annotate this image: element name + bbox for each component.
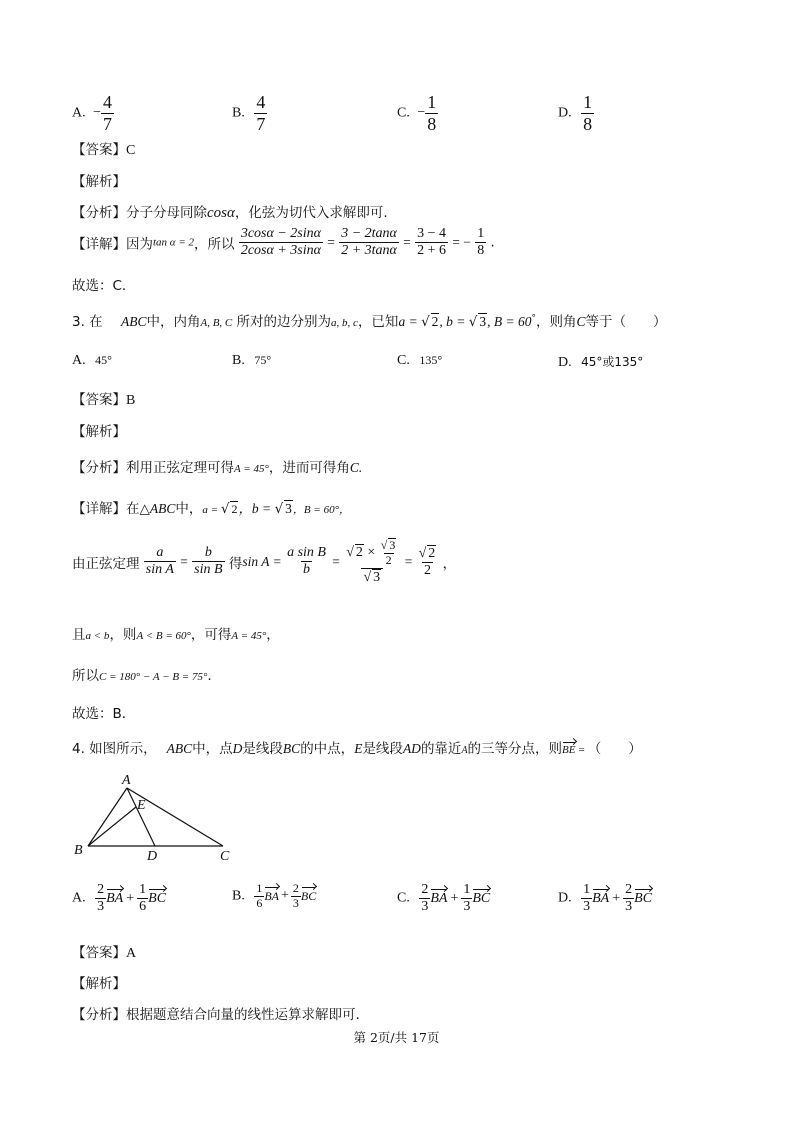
- label-a: A: [122, 773, 131, 788]
- q4-option-c: C. $\frac{2}{3}$ BA + $\frac{1}{3}$ BC: [397, 882, 491, 915]
- q3-sine-law: 由正弦定理 $\frac{a}{\text{sin A}}$ = $\frac{b}{\text{sin B}}$ 得sin A = $\frac{\text{a sin B}}{b}$ = √ 2 × $\frac{√ 3}{2}$ √ 3 = $\frac{√ 2}{2}$ ，: [72, 538, 457, 585]
- q4-analysis-heading: 【解析】: [72, 976, 126, 992]
- q3-detail: 【详解】在△ABC中，a = √ 2，b = √ 3，B = 60°，: [72, 501, 350, 517]
- q3-answer: 【答案】B: [72, 392, 136, 408]
- q2-choose: 故选：C．: [72, 278, 136, 294]
- q3-line-compare: 且a < b，则A < B = 60°，可得A = 45°，: [72, 627, 280, 643]
- q3-choose: 故选：B．: [72, 706, 136, 722]
- label-b: B: [74, 843, 83, 858]
- q4-answer: 【答案】A: [72, 945, 137, 961]
- q4-stem: 4. 如图所示， ABC中，点D是线段BC的中点，E是线段AD的靠近A的三等分点，则BE = （ ）: [72, 741, 642, 757]
- label-c: C: [220, 849, 230, 864]
- q3-line-result: 所以C = 180° − A − B = 75°.: [72, 668, 212, 684]
- q4-option-d: D. $\frac{1}{3}$ BA + $\frac{2}{3}$ BC: [558, 882, 653, 915]
- page-footer: 第 2页/共 17页: [353, 1030, 440, 1045]
- q3-option-c: C. 135°: [397, 353, 443, 368]
- label-d: D: [147, 849, 158, 864]
- q2-option-d: D. $\frac{1}{8}$: [558, 92, 593, 134]
- q2-answer: 【答案】C: [72, 142, 136, 158]
- q3-analysis-heading: 【解析】: [72, 424, 126, 440]
- segment-be: [88, 807, 136, 846]
- q2-detail: 【详解】因为tan α = 2，所以 $\frac{3\cos\alpha - 2\sin\alpha}{2\cos\alpha + 3\sin\alpha}$ = $\frac{3 - 2\tan\alpha}{2 + 3\tan\alpha}$ = $\frac{3 - 4}{2 + 6}$ = − $\frac{1}{8}$ .: [72, 226, 495, 259]
- q3-stem: 3. 在 ABC中，内角A, B, C 所对的边分别为a, b, c，已知a = √ 2, b = √ 3, B = 60°，则角C等于（ ）: [72, 313, 667, 330]
- q2-option-a: A. − $\frac{4}{7}$: [72, 92, 113, 134]
- side-ab: [88, 788, 127, 846]
- q2-fenxi: 【分析】分子分母同除cosα，化弦为切代入求解即可.: [72, 205, 388, 221]
- q2-option-c: C. − $\frac{1}{8}$: [397, 92, 437, 134]
- q3-option-a: A. 45°: [72, 353, 112, 368]
- q4-option-b: B. $\frac{1}{6}$ BA + $\frac{2}{3}$ BC: [232, 881, 317, 910]
- q4-fenxi: 【分析】根据题意结合向量的线性运算求解即可.: [72, 1007, 360, 1023]
- q2-analysis-heading: 【解析】: [72, 174, 126, 190]
- q3-option-b: B. 75°: [232, 353, 272, 368]
- triangle-figure: [68, 770, 248, 865]
- label-e: E: [137, 798, 146, 813]
- q3-option-d: D. 45°或135°: [558, 355, 644, 370]
- q3-fenxi: 【分析】利用正弦定理可得A = 45°，进而可得角C.: [72, 460, 363, 476]
- q2-option-b: B. $\frac{4}{7}$: [232, 92, 266, 134]
- q4-option-a: A. $\frac{2}{3}$ BA + $\frac{1}{6}$ BC: [72, 882, 167, 915]
